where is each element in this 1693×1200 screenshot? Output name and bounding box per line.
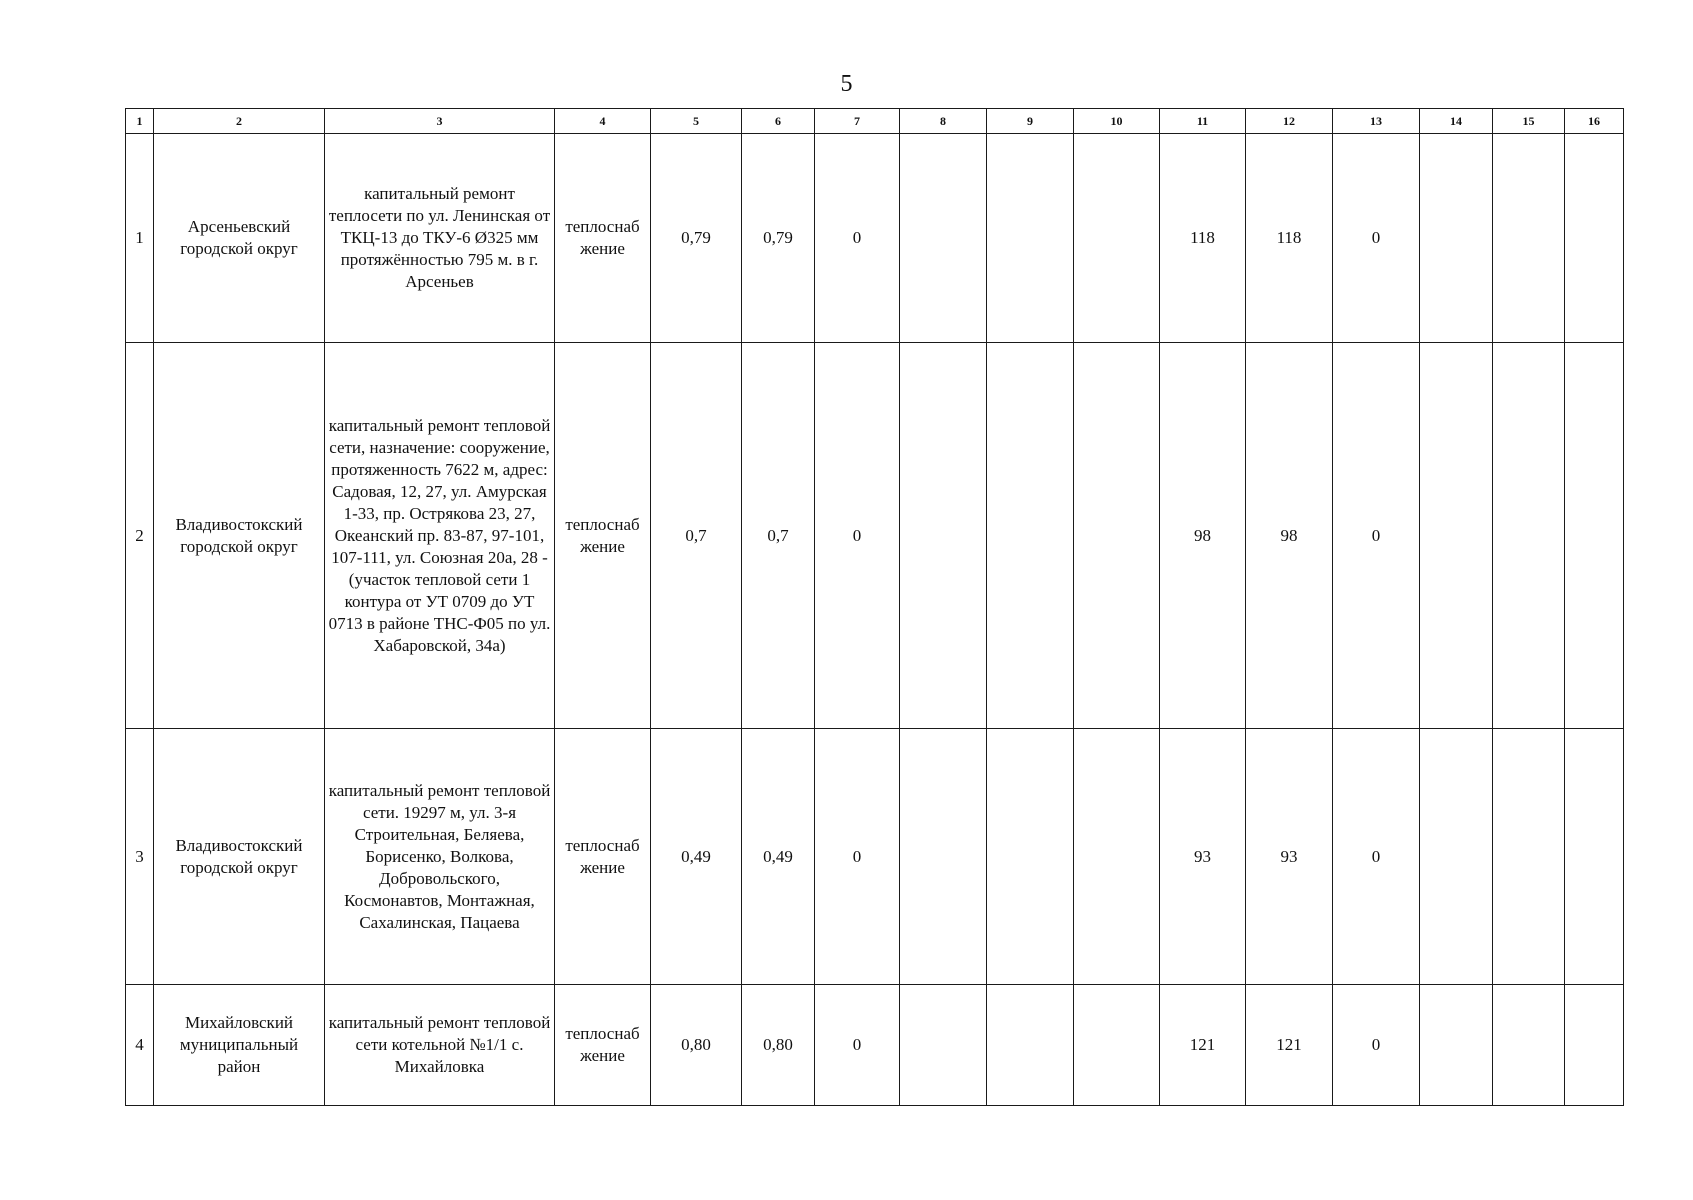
empty-cell: [1420, 343, 1493, 729]
value-cell: 0: [815, 343, 900, 729]
column-header: 4: [555, 109, 651, 134]
table-row: [126, 134, 1624, 343]
empty-cell: [987, 729, 1074, 985]
column-header: 5: [651, 109, 742, 134]
column-header: 16: [1565, 109, 1624, 134]
empty-cell: [900, 134, 987, 343]
value-cell: 121: [1160, 985, 1246, 1106]
empty-cell: [1565, 985, 1624, 1106]
empty-cell: [1074, 729, 1160, 985]
table-row: [126, 729, 1624, 985]
value-cell: 118: [1160, 134, 1246, 343]
value-cell: 0: [815, 729, 900, 985]
row-number-cell: 4: [126, 985, 154, 1106]
description-cell: капитальный ремонт тепловой сети, назначение: сооружение, протяженность 7622 м, адрес: Садовая, 12, 27, ул. Амурская 1-33, пр. Острякова 23, 27, Океанский пр. 83-87, 97-101, 107-111, ул. Союзная 20а, 28 - (участок тепловой сети 1 контура от УТ 0709 до УТ 0713 в районе ТНС-Ф05 по ул. Хабаровской, 34а): [325, 343, 555, 729]
row-number-cell: 1: [126, 134, 154, 343]
empty-cell: [1493, 985, 1565, 1106]
value-cell: 93: [1246, 729, 1333, 985]
column-header: 11: [1160, 109, 1246, 134]
value-cell: 0: [815, 134, 900, 343]
empty-cell: [1493, 134, 1565, 343]
value-cell: 118: [1246, 134, 1333, 343]
empty-cell: [1493, 729, 1565, 985]
column-header: 8: [900, 109, 987, 134]
empty-cell: [987, 985, 1074, 1106]
empty-cell: [1074, 134, 1160, 343]
empty-cell: [1420, 134, 1493, 343]
empty-cell: [987, 343, 1074, 729]
value-cell: 121: [1246, 985, 1333, 1106]
column-header: 3: [325, 109, 555, 134]
empty-cell: [900, 343, 987, 729]
column-header: 13: [1333, 109, 1420, 134]
column-header: 7: [815, 109, 900, 134]
empty-cell: [1565, 134, 1624, 343]
description-cell: капитальный ремонт теплосети по ул. Ленинская от ТКЦ-13 до ТКУ-6 Ø325 мм протяжённостью 795 м. в г. Арсеньев: [325, 134, 555, 343]
empty-cell: [1493, 343, 1565, 729]
empty-cell: [1420, 985, 1493, 1106]
empty-cell: [900, 985, 987, 1106]
municipality-cell: Владивостокский городской округ: [154, 729, 325, 985]
category-cell: теплоснаб жение: [555, 729, 651, 985]
column-header: 9: [987, 109, 1074, 134]
column-header: 14: [1420, 109, 1493, 134]
value-cell: 0,49: [651, 729, 742, 985]
column-header: 15: [1493, 109, 1565, 134]
column-header: 12: [1246, 109, 1333, 134]
empty-cell: [1420, 729, 1493, 985]
value-cell: 0: [1333, 985, 1420, 1106]
category-cell: теплоснаб жение: [555, 343, 651, 729]
table-row: [126, 985, 1624, 1106]
column-header: 2: [154, 109, 325, 134]
value-cell: 0,80: [651, 985, 742, 1106]
data-table: [125, 108, 1624, 1106]
column-header: 6: [742, 109, 815, 134]
category-cell: теплоснаб жение: [555, 985, 651, 1106]
column-header: 10: [1074, 109, 1160, 134]
value-cell: 93: [1160, 729, 1246, 985]
row-number-cell: 3: [126, 729, 154, 985]
municipality-cell: Арсеньевский городской округ: [154, 134, 325, 343]
description-cell: капитальный ремонт тепловой сети котельной №1/1 с. Михайловка: [325, 985, 555, 1106]
value-cell: 0: [815, 985, 900, 1106]
table-header-row: [126, 109, 1624, 134]
value-cell: 0: [1333, 134, 1420, 343]
category-cell: теплоснаб жение: [555, 134, 651, 343]
municipality-cell: Михайловский муниципальный район: [154, 985, 325, 1106]
value-cell: 98: [1160, 343, 1246, 729]
value-cell: 0: [1333, 343, 1420, 729]
empty-cell: [987, 134, 1074, 343]
value-cell: 0: [1333, 729, 1420, 985]
value-cell: 0,80: [742, 985, 815, 1106]
value-cell: 0,79: [651, 134, 742, 343]
value-cell: 98: [1246, 343, 1333, 729]
page-number: 5: [840, 71, 853, 97]
row-number-cell: 2: [126, 343, 154, 729]
column-header: 1: [126, 109, 154, 134]
empty-cell: [1565, 729, 1624, 985]
value-cell: 0,79: [742, 134, 815, 343]
municipality-cell: Владивостокский городской округ: [154, 343, 325, 729]
value-cell: 0,7: [651, 343, 742, 729]
value-cell: 0,7: [742, 343, 815, 729]
empty-cell: [1074, 985, 1160, 1106]
empty-cell: [1565, 343, 1624, 729]
value-cell: 0,49: [742, 729, 815, 985]
table-row: [126, 343, 1624, 729]
description-cell: капитальный ремонт тепловой сети. 19297 м, ул. 3-я Строительная, Беляева, Борисенко, Волкова, Добровольского, Космонавтов, Монтажная, Сахалинская, Пацаева: [325, 729, 555, 985]
empty-cell: [900, 729, 987, 985]
empty-cell: [1074, 343, 1160, 729]
